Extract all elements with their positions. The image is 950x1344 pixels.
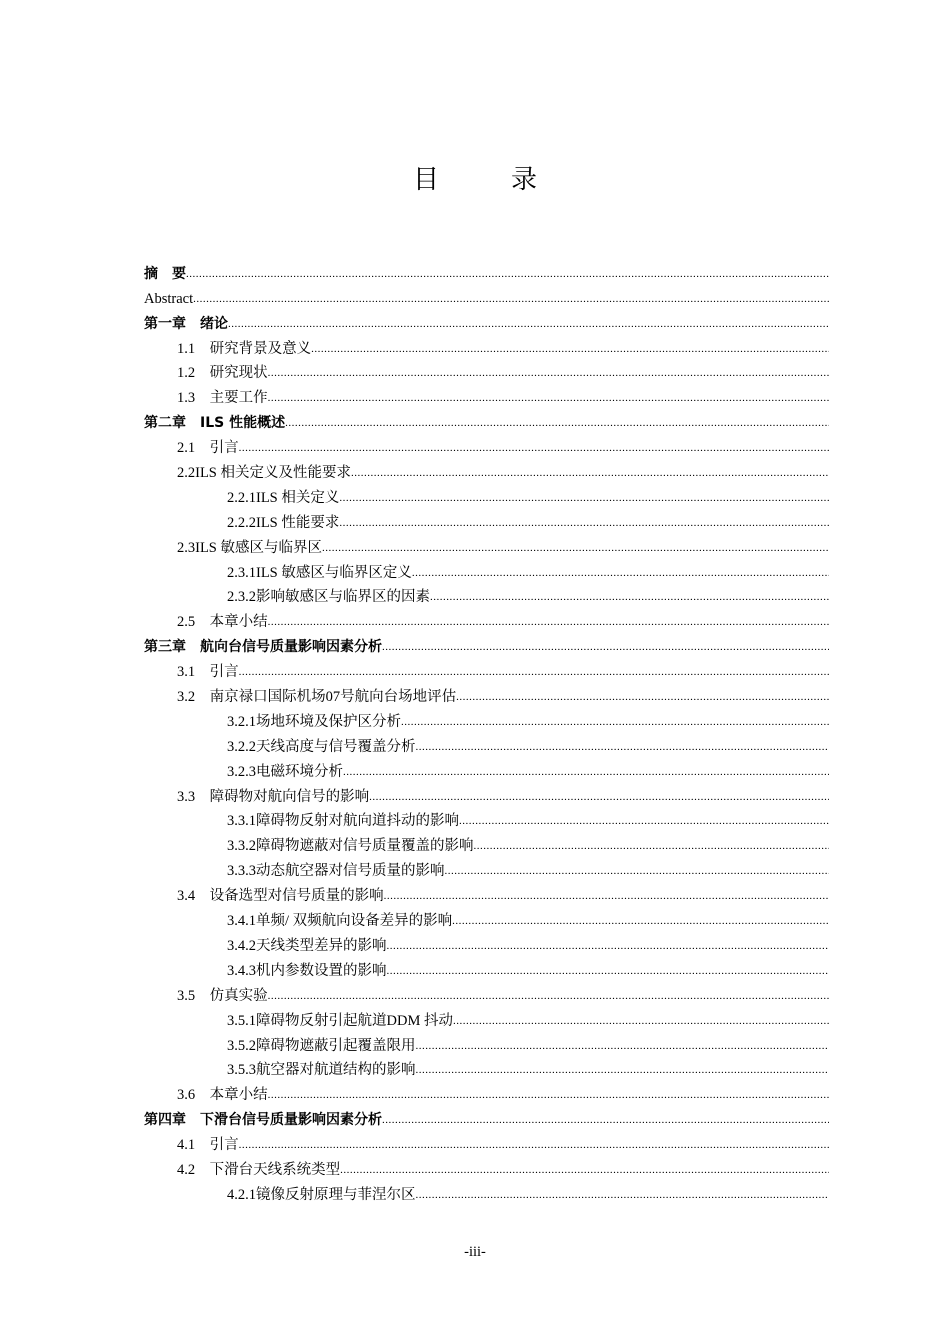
toc-leader-dots <box>416 1185 830 1205</box>
toc-entry[interactable] <box>144 458 829 483</box>
toc-entry[interactable] <box>144 1080 829 1105</box>
toc-entry-label: 2.5 本章小结 <box>177 614 268 631</box>
toc-entry[interactable] <box>144 408 829 433</box>
toc-entry-label: 2.3ILS 敏感区与临界区 <box>177 539 322 556</box>
toc-entry-label: 摘 要 <box>144 265 186 282</box>
toc-leader-dots <box>387 961 830 981</box>
toc-leader-dots <box>382 1110 829 1130</box>
toc-entry[interactable] <box>144 707 829 732</box>
toc-entry-label: 第一章 绪论 <box>144 315 228 332</box>
toc-entry[interactable] <box>144 433 829 458</box>
toc-leader-dots <box>474 836 830 856</box>
toc-leader-dots <box>322 538 829 558</box>
page-number: -iii- <box>464 1244 486 1260</box>
toc-entry[interactable] <box>144 1130 829 1155</box>
toc-leader-dots <box>456 687 829 707</box>
toc-leader-dots <box>382 637 829 657</box>
toc-entry[interactable] <box>144 1180 829 1205</box>
toc-leader-dots <box>387 936 830 956</box>
toc-entry-label: 2.2.1ILS 相关定义 <box>227 489 340 506</box>
toc-entry-label: 4.1 引言 <box>177 1137 239 1154</box>
toc-leader-dots <box>430 587 829 607</box>
toc-entry[interactable] <box>144 259 829 284</box>
toc-leader-dots <box>339 513 829 533</box>
toc-entry[interactable] <box>144 757 829 782</box>
toc-entry-label: 2.2.2ILS 性能要求 <box>227 514 340 531</box>
toc-entry-label: 2.3.2影响敏感区与临界区的因素 <box>227 589 430 606</box>
toc-entry[interactable] <box>144 981 829 1006</box>
toc-leader-dots <box>453 1011 829 1031</box>
toc-leader-dots <box>445 861 830 881</box>
toc-entry[interactable] <box>144 1155 829 1180</box>
toc-entry[interactable] <box>144 284 829 309</box>
toc-entry-label: 3.5.3航空器对航道结构的影响 <box>227 1062 416 1079</box>
toc-entry-label: 3.4.2天线类型差异的影响 <box>227 937 387 954</box>
toc-leader-dots <box>239 662 829 682</box>
toc-leader-dots <box>340 1160 829 1180</box>
toc-entry[interactable] <box>144 1006 829 1031</box>
toc-entry[interactable] <box>144 1031 829 1056</box>
toc-entry[interactable] <box>144 632 829 657</box>
toc-entry[interactable] <box>144 657 829 682</box>
toc-leader-dots <box>459 811 829 831</box>
toc-leader-dots <box>351 463 829 483</box>
toc-leader-dots <box>412 563 829 583</box>
toc-leader-dots <box>239 1135 829 1155</box>
toc-entry-label: 3.4.1单频/ 双频航向设备差异的影响 <box>227 913 453 930</box>
toc-entry-label: 3.5 仿真实验 <box>177 987 268 1004</box>
toc-entry[interactable] <box>144 906 829 931</box>
toc-entry-label: 第三章 航向台信号质量影响因素分析 <box>144 639 382 656</box>
toc-entry-label: 3.5.2障碍物遮蔽引起覆盖限用 <box>227 1037 416 1054</box>
toc-leader-dots <box>239 438 829 458</box>
toc-entry[interactable] <box>144 607 829 632</box>
toc-entry[interactable] <box>144 1056 829 1081</box>
toc-leader-dots <box>186 264 829 284</box>
toc-entry-label: 3.4.3机内参数设置的影响 <box>227 962 387 979</box>
toc-entry-label: 1.2 研究现状 <box>177 365 268 382</box>
page-title: 目录 <box>412 165 609 195</box>
toc-leader-dots <box>416 737 830 757</box>
toc-entry-label: 3.3 障碍物对航向信号的影响 <box>177 788 370 805</box>
toc-entry-label: 1.3 主要工作 <box>177 390 268 407</box>
toc-entry[interactable] <box>144 881 829 906</box>
toc-leader-dots <box>268 363 829 383</box>
toc-leader-dots <box>268 986 829 1006</box>
toc-entry[interactable] <box>144 1105 829 1130</box>
toc-entry-label: 第四章 下滑台信号质量影响因素分析 <box>144 1112 382 1129</box>
toc-entry[interactable] <box>144 558 829 583</box>
toc-entry[interactable] <box>144 931 829 956</box>
toc-entry-label: 3.5.1障碍物反射引起航道DDM 抖动 <box>227 1012 453 1029</box>
toc-leader-dots <box>268 388 829 408</box>
toc-leader-dots <box>416 1036 830 1056</box>
toc-leader-dots <box>343 762 829 782</box>
toc-leader-dots <box>193 289 829 309</box>
toc-leader-dots <box>452 911 829 931</box>
toc-entry[interactable] <box>144 533 829 558</box>
toc-entry[interactable] <box>144 732 829 757</box>
toc-entry-label: 3.2 南京禄口国际机场07号航向台场地评估 <box>177 689 457 706</box>
toc-entry-label: 3.3.3动态航空器对信号质量的影响 <box>227 863 445 880</box>
toc-entry[interactable] <box>144 508 829 533</box>
toc-entry-label: 第二章 ILS 性能概述 <box>144 415 286 432</box>
toc-entry-label: 3.2.1场地环境及保护区分析 <box>227 713 401 730</box>
toc-entry[interactable] <box>144 782 829 807</box>
toc-leader-dots <box>228 314 829 334</box>
toc-entry-label: 3.2.3电磁环境分析 <box>227 763 343 780</box>
toc-entry-label: 2.3.1ILS 敏感区与临界区定义 <box>227 564 412 581</box>
toc-leader-dots <box>311 339 829 359</box>
toc-entry-label: 3.1 引言 <box>177 664 239 681</box>
toc-entry-label: 2.2ILS 相关定义及性能要求 <box>177 465 351 482</box>
toc-entry[interactable] <box>144 807 829 832</box>
toc-leader-dots <box>268 1085 829 1105</box>
toc-entry-label: 4.2.1镜像反射原理与菲涅尔区 <box>227 1186 416 1203</box>
toc-entry[interactable] <box>144 309 829 334</box>
toc-entry-label: 3.2.2天线高度与信号覆盖分析 <box>227 738 416 755</box>
toc-leader-dots <box>268 612 829 632</box>
toc-entry-label: Abstract <box>144 290 194 307</box>
toc-leader-dots <box>369 787 829 807</box>
toc-leader-dots <box>285 413 829 433</box>
toc-entry-label: 4.2 下滑台天线系统类型 <box>177 1161 341 1178</box>
toc-entry[interactable] <box>144 483 829 508</box>
toc-entry-label: 3.4 设备选型对信号质量的影响 <box>177 888 384 905</box>
toc-entry[interactable] <box>144 334 829 359</box>
toc-entry-label: 1.1 研究背景及意义 <box>177 340 312 357</box>
toc-entry[interactable] <box>144 956 829 981</box>
toc-entry-label: 2.1 引言 <box>177 440 239 457</box>
toc-leader-dots <box>416 1060 830 1080</box>
toc-entry[interactable] <box>144 359 829 384</box>
toc-entry[interactable] <box>144 831 829 856</box>
toc-entry-label: 3.3.1障碍物反射对航向道抖动的影响 <box>227 813 459 830</box>
table-of-contents <box>144 259 829 1205</box>
toc-entry[interactable] <box>144 682 829 707</box>
toc-leader-dots <box>339 488 829 508</box>
toc-entry[interactable] <box>144 583 829 608</box>
toc-leader-dots <box>401 712 829 732</box>
toc-entry-label: 3.3.2障碍物遮蔽对信号质量覆盖的影响 <box>227 838 474 855</box>
toc-entry-label: 3.6 本章小结 <box>177 1087 268 1104</box>
toc-entry[interactable] <box>144 383 829 408</box>
toc-entry[interactable] <box>144 856 829 881</box>
toc-leader-dots <box>384 886 829 906</box>
